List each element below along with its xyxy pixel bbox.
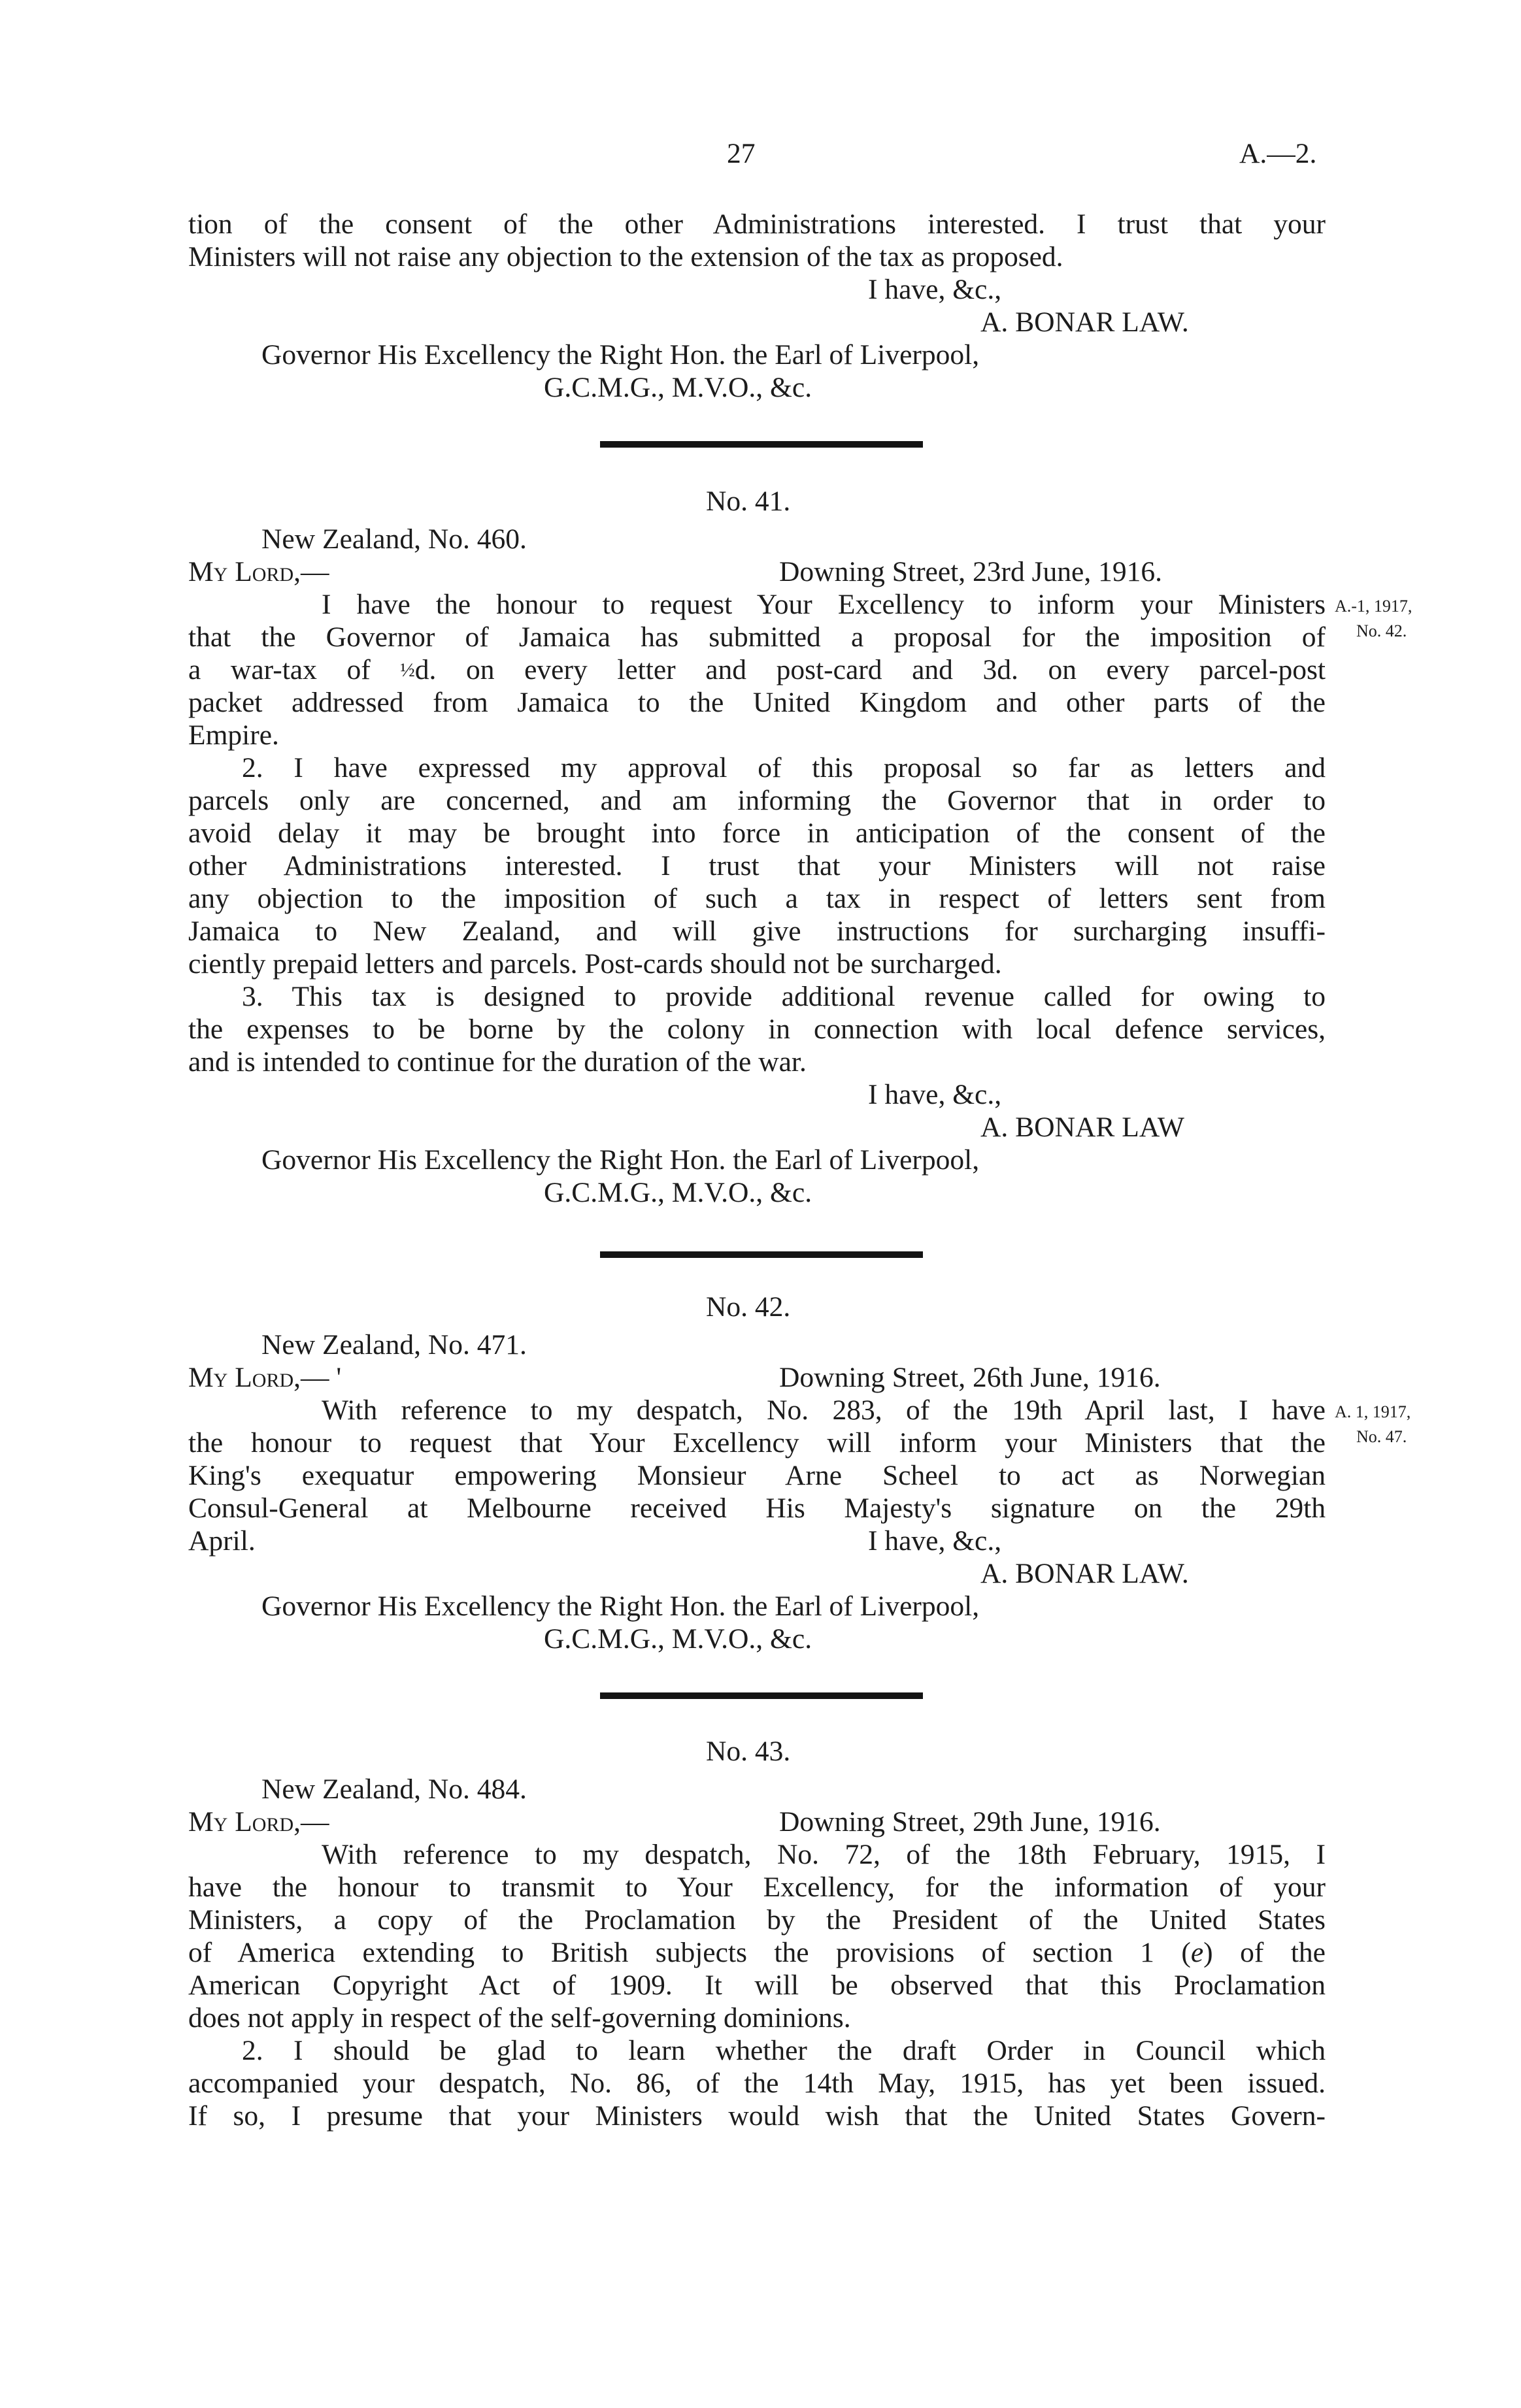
- closing-line: I have, &c.,: [868, 274, 1002, 305]
- body-line: any objection to the imposition of such a tax in respect of letters sent from: [188, 883, 1326, 914]
- page-number: 27: [727, 138, 756, 169]
- addressee-line: G.C.M.G., M.V.O., &c.: [544, 1177, 812, 1208]
- body-line: avoid delay it may be brought into force in anticipation of the consent of the: [188, 817, 1326, 849]
- margin-note: A. 1, 1917,: [1335, 1402, 1411, 1421]
- body-line: With reference to my despatch, No. 283, of the 19th April last, I have: [322, 1394, 1326, 1426]
- section-text-cont: ) of the: [1203, 1937, 1326, 1968]
- war-tax-text-cont: d. on every letter and post-card and 3d. on every parcel-post: [414, 654, 1326, 685]
- body-line: Consul-General at Melbourne received His Majesty's signature on the 29th: [188, 1493, 1326, 1524]
- body-line: tion of the consent of the other Administrations interested. I trust that your: [188, 208, 1326, 240]
- addressee-line: Governor His Excellency the Right Hon. the Earl of Liverpool,: [261, 1591, 980, 1622]
- body-line: April.: [188, 1525, 256, 1557]
- despatch-number: No. 43.: [706, 1736, 791, 1767]
- section-divider: [600, 441, 923, 448]
- place-date: Downing Street, 26th June, 1916.: [779, 1362, 1161, 1393]
- body-line: King's exequatur empowering Monsieur Arne Scheel to act as Norwegian: [188, 1460, 1326, 1491]
- addressee-line: G.C.M.G., M.V.O., &c.: [544, 372, 812, 403]
- signature: A. BONAR LAW.: [980, 1558, 1189, 1589]
- body-line: the honour to request that Your Excellency will inform your Ministers that the: [188, 1427, 1326, 1459]
- body-line: 2. I should be glad to learn whether the draft Order in Council which: [242, 2035, 1326, 2066]
- despatch-reference: New Zealand, No. 484.: [261, 1773, 527, 1805]
- body-line: that the Governor of Jamaica has submitted a proposal for the imposition of: [188, 621, 1326, 653]
- body-line: the expenses to be borne by the colony in connection with local defence services,: [188, 1014, 1326, 1045]
- war-tax-text: a war-tax of: [188, 654, 371, 685]
- body-line: American Copyright Act of 1909. It will be observed that this Proclamation: [188, 1970, 1326, 2001]
- margin-note: A.-1, 1917,: [1335, 597, 1412, 616]
- body-line: ciently prepaid letters and parcels. Post-cards should not be surcharged.: [188, 948, 1002, 980]
- salutation: My Lord,— ': [188, 1362, 342, 1393]
- half-penny-fraction: ½: [400, 659, 415, 681]
- section-letter: e: [1190, 1937, 1204, 1968]
- body-line: does not apply in respect of the self-governing dominions.: [188, 2002, 851, 2034]
- section-text: of America extending to British subjects the provisions of section 1 (: [188, 1937, 1191, 1968]
- signature: A. BONAR LAW.: [980, 306, 1189, 338]
- body-line: Ministers, a copy of the Proclamation by the President of the United States: [188, 1904, 1326, 1936]
- body-line: [188, 653, 1326, 687]
- despatch-number: No. 41.: [706, 486, 791, 517]
- body-line: With reference to my despatch, No. 72, of the 18th February, 1915, I: [322, 1839, 1326, 1870]
- body-line: 3. This tax is designed to provide additional revenue called for owing to: [242, 981, 1326, 1012]
- closing-line: I have, &c.,: [868, 1525, 1002, 1557]
- despatch-number: No. 42.: [706, 1291, 791, 1323]
- body-line: parcels only are concerned, and am informing the Governor that in order to: [188, 785, 1326, 816]
- body-line: accompanied your despatch, No. 86, of the 14th May, 1915, has yet been issued.: [188, 2068, 1326, 2099]
- body-line: have the honour to transmit to Your Excellency, for the information of your: [188, 1872, 1326, 1903]
- signature: A. BONAR LAW: [980, 1112, 1184, 1143]
- addressee-line: Governor His Excellency the Right Hon. the Earl of Liverpool,: [261, 1144, 980, 1176]
- place-date: Downing Street, 23rd June, 1916.: [779, 556, 1162, 587]
- body-line: 2. I have expressed my approval of this proposal so far as letters and: [242, 752, 1326, 783]
- body-line: packet addressed from Jamaica to the United Kingdom and other parts of the: [188, 687, 1326, 718]
- despatch-reference: New Zealand, No. 471.: [261, 1329, 527, 1361]
- body-line: Empire.: [188, 719, 279, 751]
- body-line: Jamaica to New Zealand, and will give instructions for surcharging insuffi-: [188, 915, 1326, 947]
- despatch-reference: New Zealand, No. 460.: [261, 523, 527, 555]
- body-line: other Administrations interested. I trust that your Ministers will not raise: [188, 850, 1326, 882]
- margin-note: No. 47.: [1356, 1427, 1407, 1446]
- section-divider: [600, 1692, 923, 1699]
- body-line: I have the honour to request Your Excellency to inform your Ministers: [322, 589, 1326, 620]
- place-date: Downing Street, 29th June, 1916.: [779, 1806, 1161, 1838]
- margin-note: No. 42.: [1356, 621, 1407, 640]
- closing-line: I have, &c.,: [868, 1079, 1002, 1110]
- salutation: My Lord,—: [188, 1806, 329, 1838]
- document-reference: A.—2.: [1239, 138, 1317, 169]
- body-line: Ministers will not raise any objection to the extension of the tax as proposed.: [188, 241, 1063, 272]
- salutation: My Lord,—: [188, 556, 329, 587]
- addressee-line: Governor His Excellency the Right Hon. the Earl of Liverpool,: [261, 339, 980, 371]
- body-line: [188, 1936, 1326, 1969]
- body-line: If so, I presume that your Ministers would wish that the United States Govern-: [188, 2100, 1326, 2132]
- addressee-line: G.C.M.G., M.V.O., &c.: [544, 1623, 812, 1655]
- body-line: and is intended to continue for the duration of the war.: [188, 1046, 807, 1078]
- section-divider: [600, 1251, 923, 1258]
